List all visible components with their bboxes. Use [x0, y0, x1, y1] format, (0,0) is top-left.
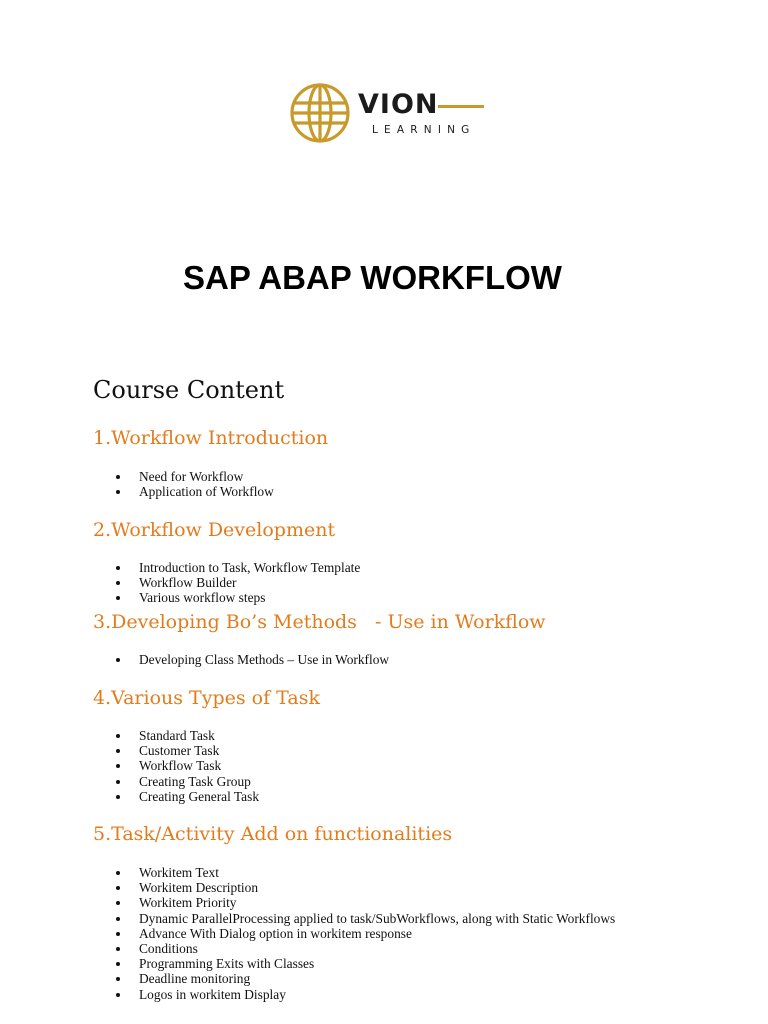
- list-item: Application of Workflow: [139, 484, 274, 500]
- list-item: Dynamic ParallelProcessing applied to task/SubWorkflows, along with Static Workflows: [139, 910, 616, 926]
- section-title-4: 4.Various Types of Task: [93, 687, 320, 709]
- section-title-1: 1.Workflow Introduction: [93, 427, 329, 449]
- list-item: Creating General Task: [139, 788, 260, 804]
- list-item: Need for Workflow: [139, 469, 274, 484]
- section-title-3: 3.Developing Bo’s Methods - Use in Workflow: [93, 611, 546, 633]
- globe-icon: [288, 81, 352, 145]
- logo-accent-line: [438, 105, 484, 108]
- document-title: SAP ABAP WORKFLOW: [183, 259, 562, 296]
- section-4-list: [139, 728, 259, 804]
- section-2-list: [139, 560, 360, 606]
- list-item: Logos in workitem Display: [139, 987, 615, 1002]
- list-item: Introduction to Task, Workflow Template: [139, 560, 361, 575]
- section-1-list: [139, 469, 274, 499]
- list-item: Deadline monitoring: [139, 971, 615, 986]
- brand-logo: [288, 81, 488, 145]
- list-item: Various workflow steps: [139, 590, 360, 605]
- section-title-5: 5.Task/Activity Add on functionalities: [93, 823, 453, 845]
- list-item: Workflow Builder: [139, 575, 360, 590]
- list-item: Workitem Description: [139, 880, 615, 895]
- list-item: Workitem Text: [139, 865, 615, 880]
- list-item: Developing Class Methods – Use in Workflow: [139, 652, 390, 667]
- logo-word-sub: LEARNING: [372, 124, 476, 136]
- list-item: Standard Task: [139, 728, 259, 743]
- section-5-list: [139, 865, 615, 1002]
- list-item: Advance With Dialog option in workitem response: [139, 926, 615, 941]
- list-item: Customer Task: [139, 743, 259, 758]
- logo-word-main: VION: [358, 89, 439, 120]
- list-item: Workitem Priority: [139, 895, 615, 910]
- list-item: Workflow Task: [139, 758, 259, 773]
- list-item: Programming Exits with Classes: [139, 956, 615, 971]
- logo-wordmark: [358, 83, 488, 143]
- section-title-2: 2.Workflow Development: [93, 519, 336, 541]
- list-item: Creating Task Group: [139, 774, 259, 789]
- course-content-heading: Course Content: [93, 376, 285, 404]
- section-3-list: [139, 652, 389, 667]
- list-item: Conditions: [139, 941, 615, 956]
